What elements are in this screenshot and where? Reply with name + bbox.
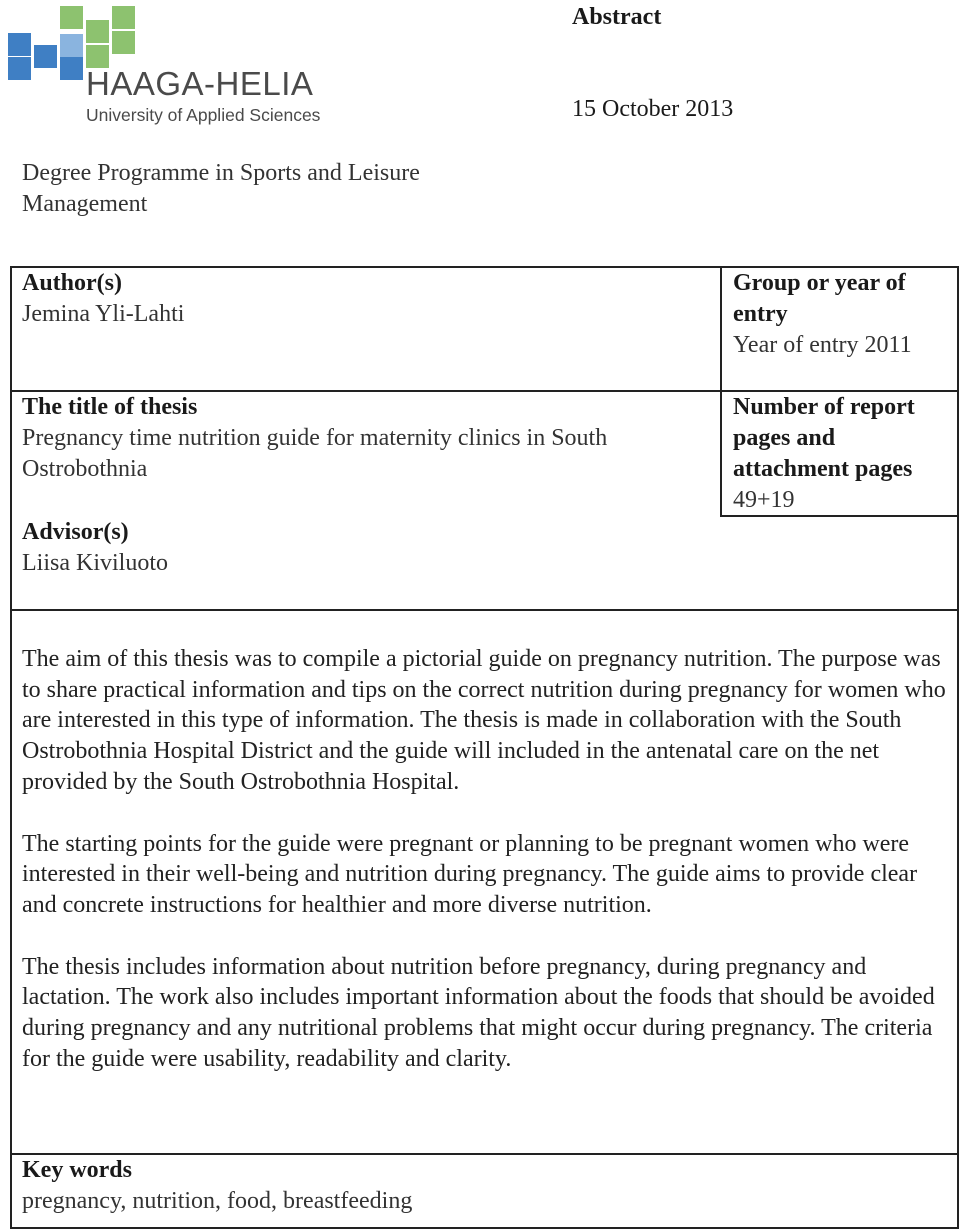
thesis-title-label: The title of thesis bbox=[22, 394, 198, 420]
page-count-value: 49+19 bbox=[733, 487, 795, 513]
keywords-label: Key words bbox=[22, 1157, 132, 1183]
thesis-title-value: Pregnancy time nutrition guide for maternity clinics in South Ostrobothnia bbox=[22, 425, 608, 482]
logo-subtitle: University of Applied Sciences bbox=[86, 105, 321, 125]
document-type: Abstract bbox=[572, 4, 662, 30]
university-logo bbox=[8, 4, 358, 128]
abstract-body bbox=[22, 644, 952, 1105]
document-date: 15 October 2013 bbox=[572, 96, 734, 122]
keywords-value: pregnancy, nutrition, food, breastfeeding bbox=[22, 1188, 413, 1214]
group-field bbox=[733, 268, 955, 361]
row-divider bbox=[10, 609, 959, 611]
abstract-paragraph: The starting points for the guide were pregnant or planning to be pregnant women who were interested in their well-being and nutrition during pregnancy. The guide aims to provide clear and concrete instructions for healthier and more diverse nutrition. bbox=[22, 830, 918, 918]
logo-name: HAAGA-HELIA bbox=[86, 65, 314, 102]
page-count-label: Number of report pages and attachment pages bbox=[733, 394, 915, 482]
degree-programme: Degree Programme in Sports and Leisure Management bbox=[22, 160, 420, 217]
author-label: Author(s) bbox=[22, 270, 122, 296]
author-field bbox=[22, 268, 712, 330]
group-value: Year of entry 2011 bbox=[733, 332, 912, 358]
advisor-value: Liisa Kiviluoto bbox=[22, 550, 168, 576]
abstract-paragraph: The thesis includes information about nutrition before pregnancy, during pregnancy and lactation. The work also includes important information about the foods that should be avoided during pregnancy and any nutritional problems that might occur during pregnancy. The criteria for the guide were usability, readability and clarity. bbox=[22, 953, 935, 1072]
author-value: Jemina Yli-Lahti bbox=[22, 301, 185, 327]
thesis-title-field bbox=[22, 392, 682, 485]
group-label: Group or year of entry bbox=[733, 270, 906, 327]
abstract-paragraph: The aim of this thesis was to compile a pictorial guide on pregnancy nutrition. The purpose was to share practical information and tips on the correct nutrition during pregnancy for women who are interested in this type of information. The thesis is made in collaboration with the South Ostrobothnia Hospital District and the guide will included in the antenatal care on the net provided by the South Ostrobothnia Hospital. bbox=[22, 646, 946, 795]
page-count-field bbox=[733, 392, 955, 516]
keywords-field bbox=[22, 1155, 942, 1217]
advisor-field bbox=[22, 517, 712, 579]
advisor-label: Advisor(s) bbox=[22, 519, 129, 545]
